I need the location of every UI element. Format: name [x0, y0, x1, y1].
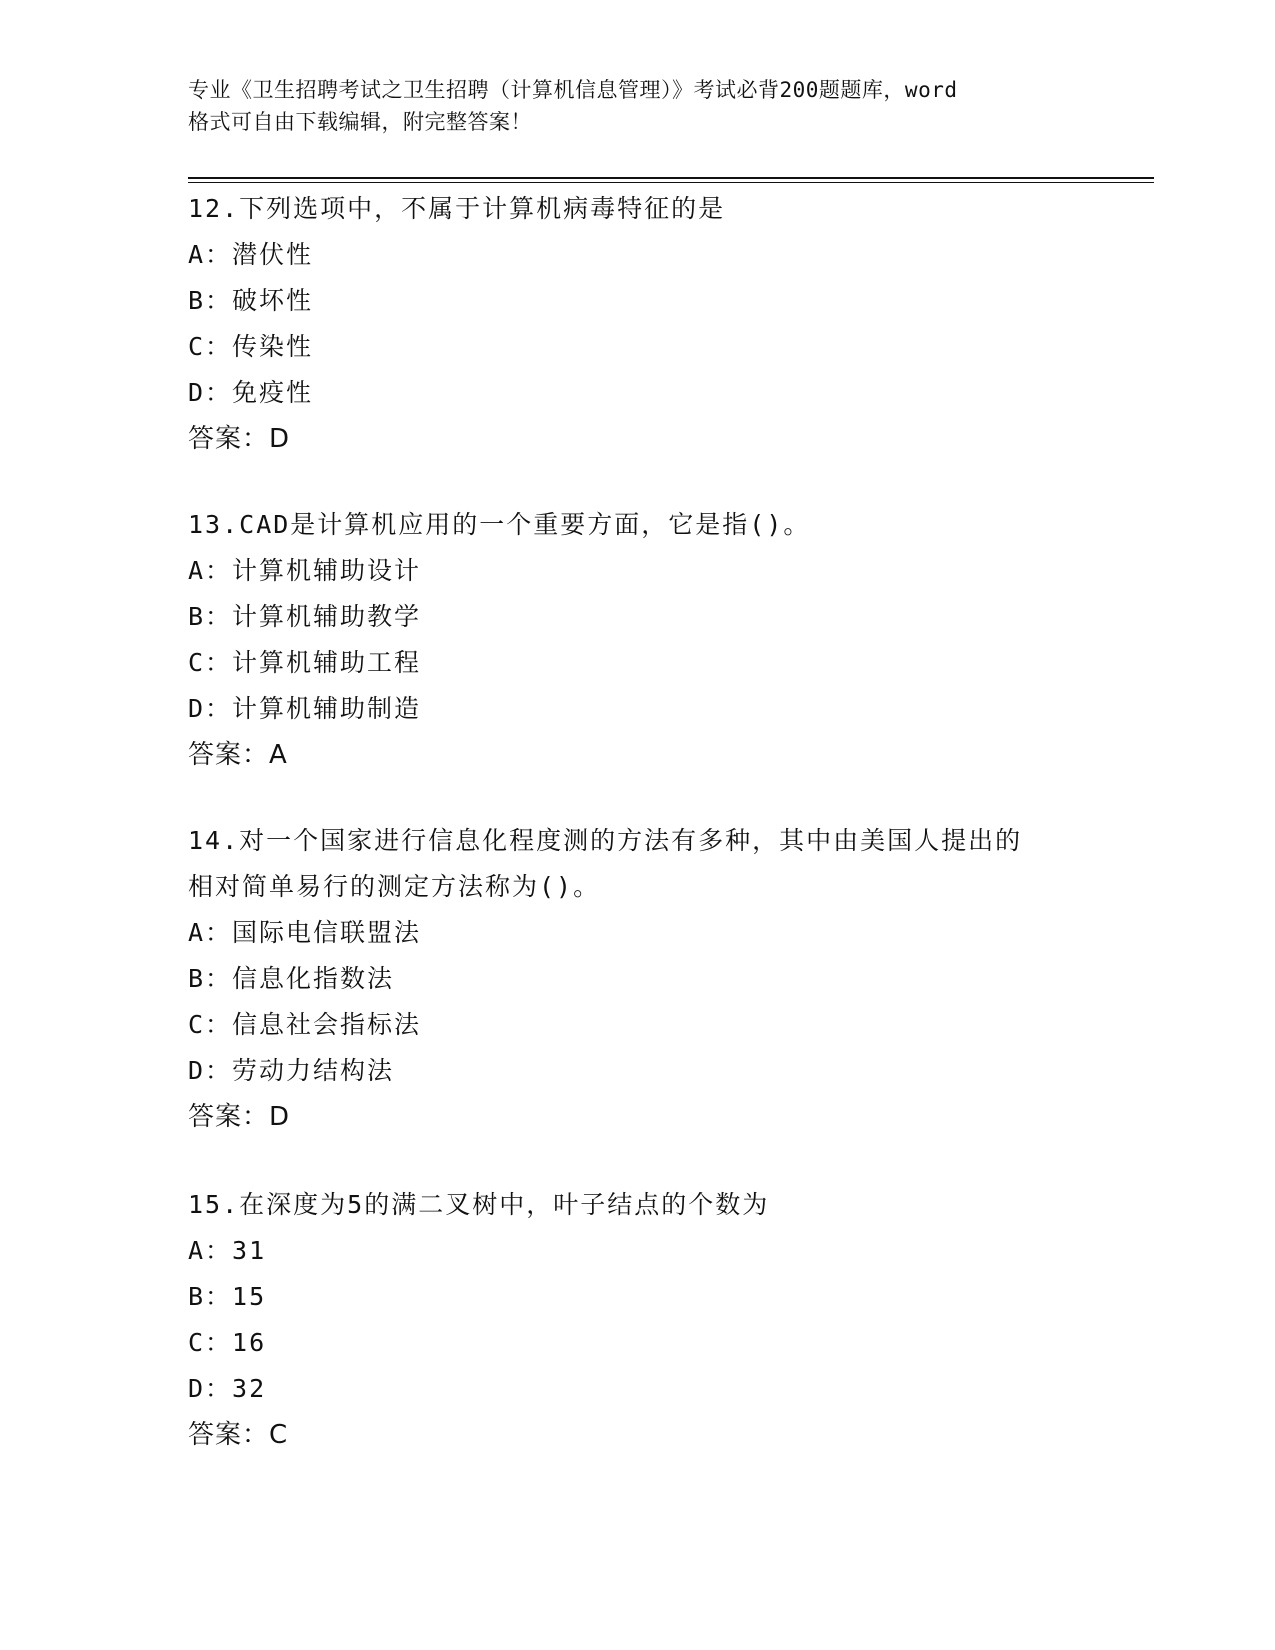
answer-line: 答案：C: [188, 1420, 289, 1450]
question-text: 12.下列选项中，不属于计算机病毒特征的是: [188, 194, 726, 223]
option-d: D：劳动力结构法: [188, 1056, 395, 1085]
question-text: 15.在深度为5的满二叉树中，叶子结点的个数为: [188, 1190, 770, 1219]
option-c: C：信息社会指标法: [188, 1010, 422, 1039]
header-line-2: 格式可自由下载编辑，附完整答案！: [188, 110, 532, 134]
question-text: 13.CAD是计算机应用的一个重要方面，它是指()。: [188, 510, 811, 539]
question-text-line-1: 14.对一个国家进行信息化程度测的方法有多种，其中由美国人提出的: [188, 826, 1023, 855]
question-15: [188, 1182, 1138, 1458]
header-divider-thick: [188, 177, 1154, 179]
answer-line: 答案：A: [188, 740, 288, 770]
option-d: D：计算机辅助制造: [188, 694, 422, 723]
option-d: D：32: [188, 1374, 267, 1403]
option-b: B：破坏性: [188, 286, 314, 315]
option-c: C：计算机辅助工程: [188, 648, 422, 677]
document-header: [188, 74, 1088, 138]
question-13: [188, 502, 1138, 778]
header-line-1: 专业《卫生招聘考试之卫生招聘（计算机信息管理）》考试必背200题题库，word: [188, 78, 958, 102]
option-a: A：计算机辅助设计: [188, 556, 422, 585]
option-c: C：传染性: [188, 332, 314, 361]
question-12: [188, 186, 1138, 462]
option-a: A：31: [188, 1236, 267, 1265]
question-text-line-2: 相对简单易行的测定方法称为()。: [188, 872, 601, 901]
option-c: C：16: [188, 1328, 267, 1357]
question-14: [188, 818, 1138, 1140]
answer-line: 答案：D: [188, 424, 291, 454]
option-b: B：15: [188, 1282, 267, 1311]
option-a: A：潜伏性: [188, 240, 314, 269]
option-a: A：国际电信联盟法: [188, 918, 422, 947]
header-divider-thin: [188, 182, 1154, 183]
option-d: D：免疫性: [188, 378, 314, 407]
option-b: B：信息化指数法: [188, 964, 395, 993]
answer-line: 答案：D: [188, 1102, 291, 1132]
option-b: B：计算机辅助教学: [188, 602, 422, 631]
